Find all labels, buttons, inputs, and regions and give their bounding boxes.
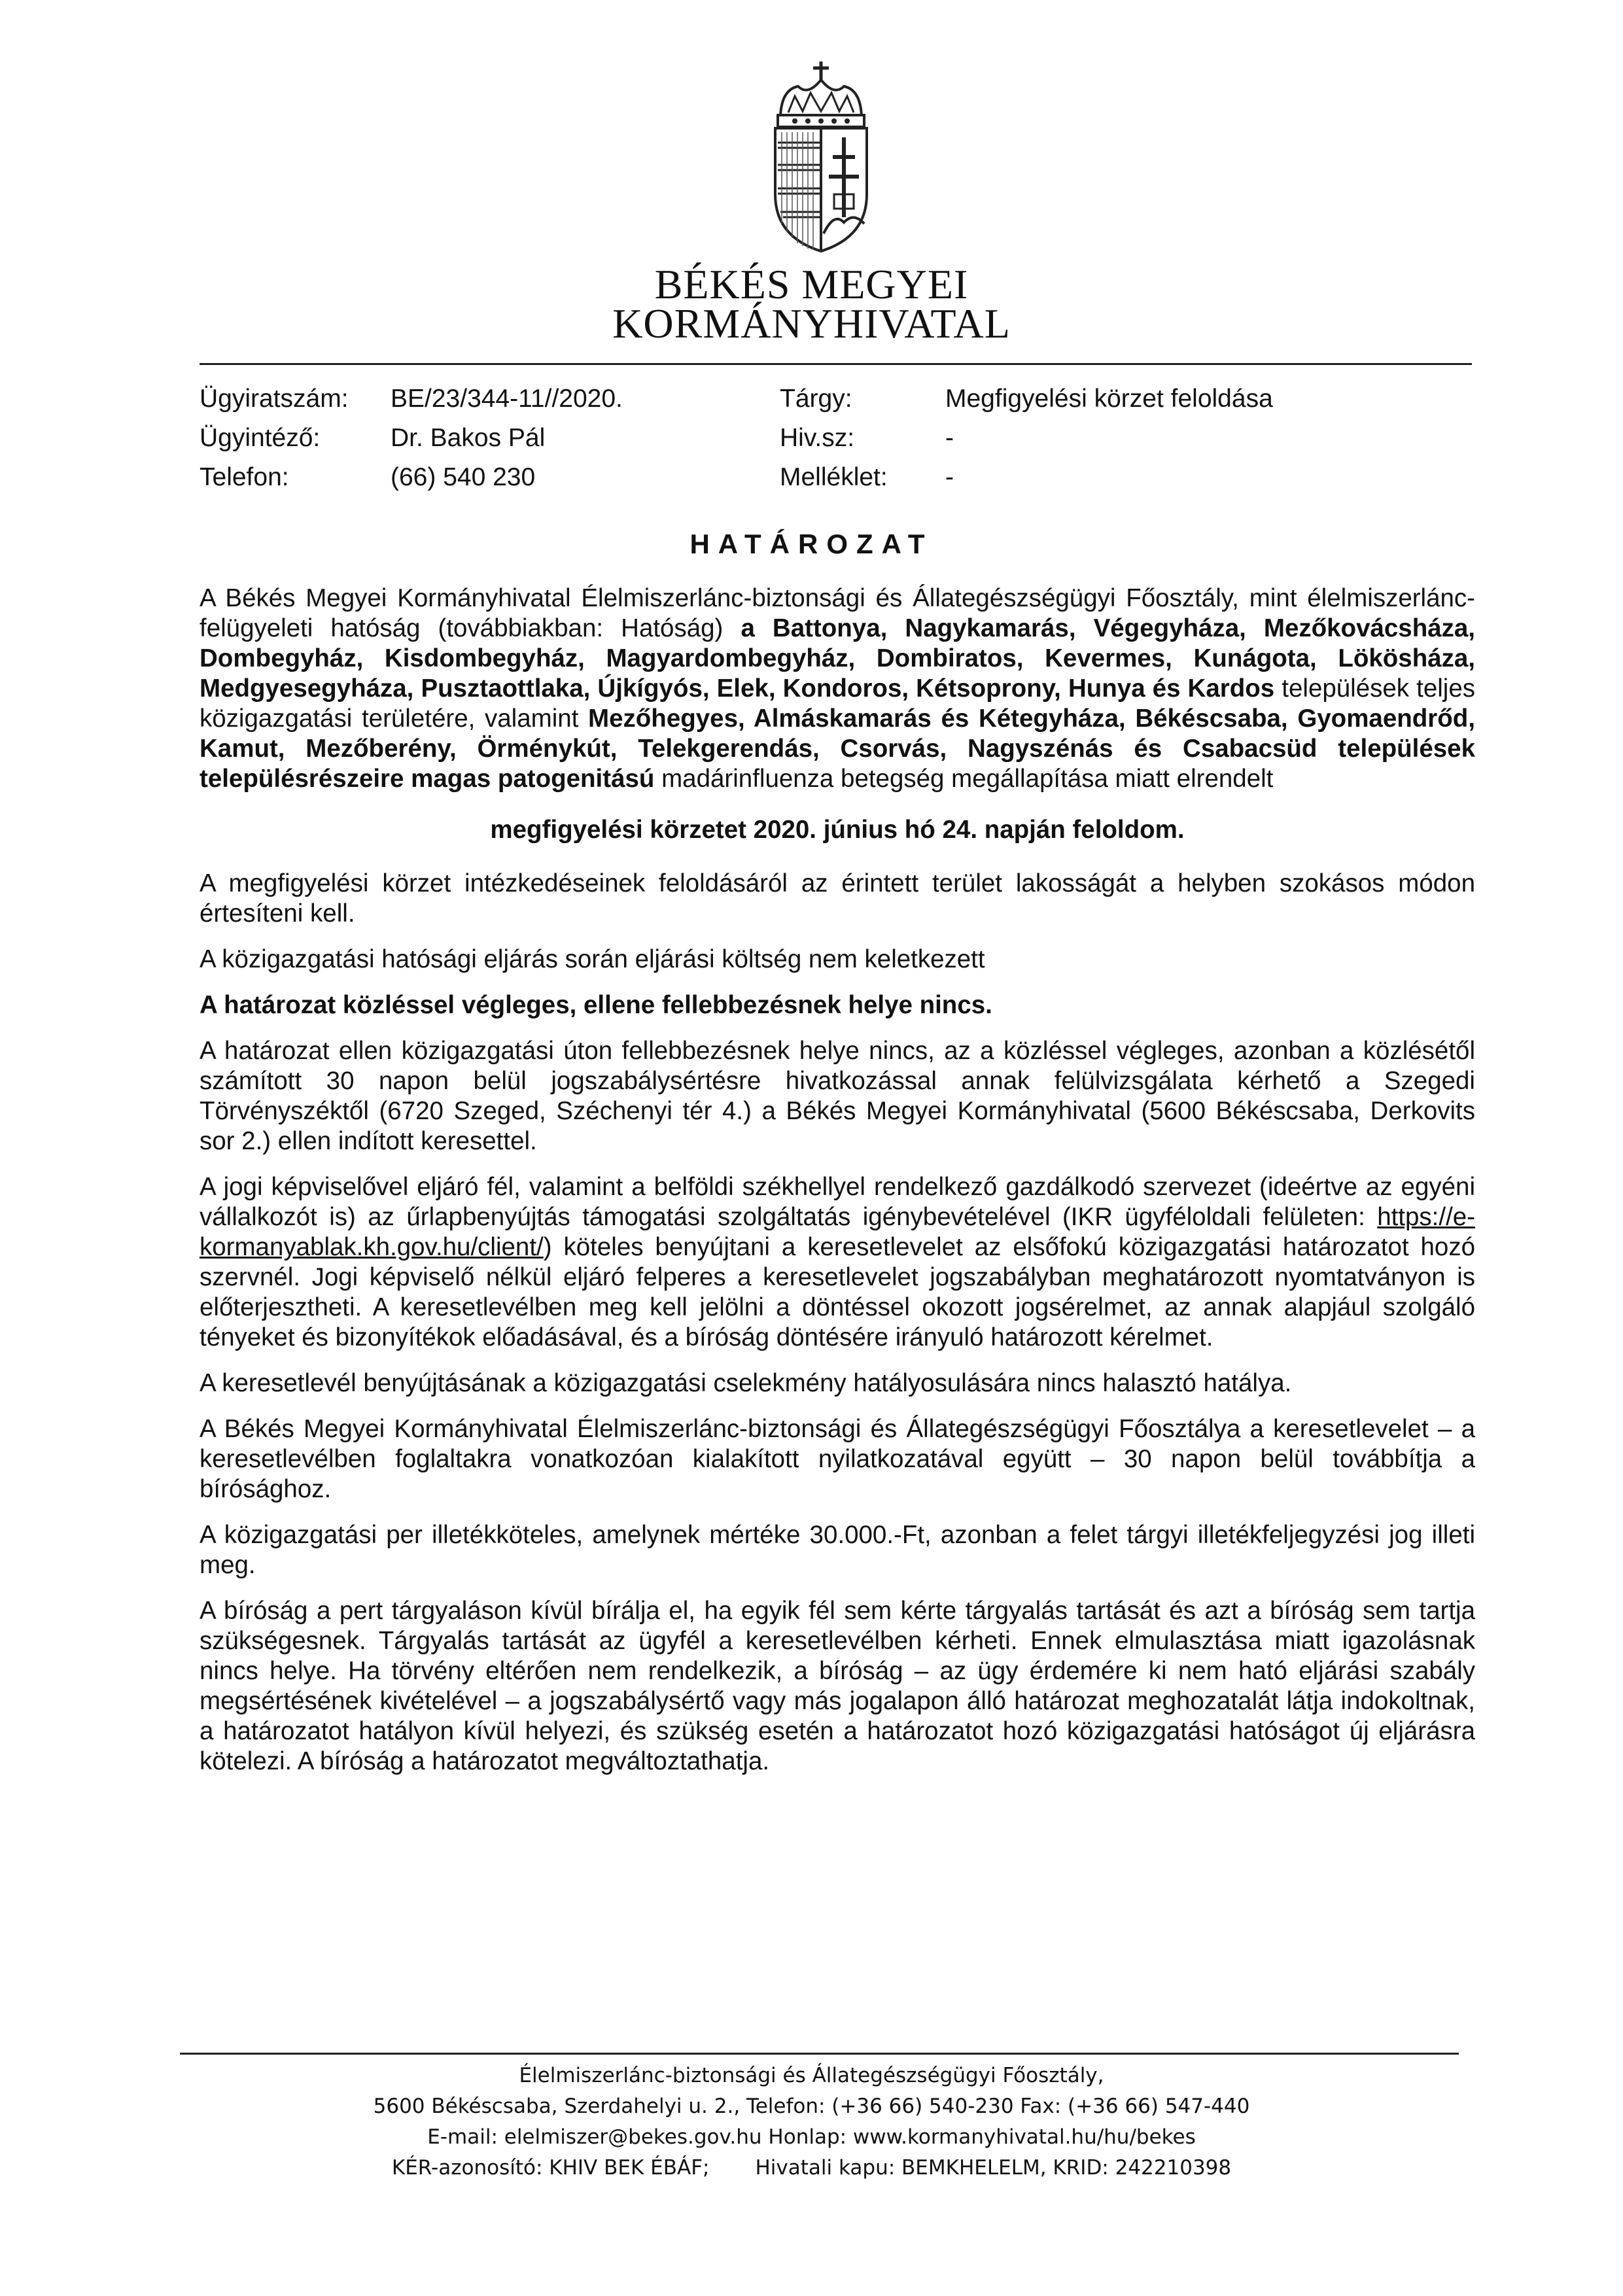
attachment-label: Melléklet:	[780, 463, 888, 491]
office-name-line2-text: KORMÁNYHIVATAL	[612, 300, 1011, 347]
case-meta-left	[200, 383, 788, 494]
phone-value: (66) 540 230	[391, 463, 536, 491]
appeal-paragraph: A határozat ellen közigazgatási úton fellebbezésnek helye nincs, az a közléssel végleges, azonban a közlésétől számított 30 napon belül jogszabálysértésre hivatkozással annak felülvizsgálata kérhető a Szegedi Törvényszéktől (6720 Szeged, Széchenyi tér 4.) a Békés Megyei Kormányhivatal (5600 Békéscsaba, Derkovits sor 2.) ellen indított keresettel.	[200, 1037, 1475, 1155]
submission-paragraph	[200, 1172, 1475, 1353]
intro-text-3: madárinfluenza betegség megállapítása miatt elrendelt	[654, 765, 1274, 793]
intro-settlements-partial: Mezőhegyes, Almáskamarás és Kétegyháza, Békéscsaba, Gyomaendrőd, Kamut, Mezőberény, Örménykút, Telekgerendás, Csorvás, Nagyszénás és Csabacsüd települések településrészeire magas patogenitású	[200, 704, 1475, 793]
notice-paragraph: A megfigyelési körzet intézkedéseinek feloldásáról az érintett terület lakosságát a helyben szokásos módon értesíteni kell.	[200, 869, 1475, 928]
ikr-portal-link[interactable]: https://e-kormanyablak.kh.gov.hu/client/	[200, 1203, 1475, 1261]
submission-text-2: ) köteles benyújtani a keresetlevelet az elsőfokú közigazgatási határozatot hozó szervnél. Jogi képviselő nélkül eljáró felperes a keresetlevelet jogszabályban meghatározott nyomtatványon is előterjesztheti. A keresetlevélben meg kell jelölni a döntéssel okozott jogsérelmet, az annak alapjául szolgáló tényeket és bizonyítékok előadásával, és a bíróság döntésére irányuló határozott kérelmet.	[200, 1233, 1475, 1351]
submission-text-1: A jogi képviselővel eljáró fél, valamint a belföldi székhellyel rendelkező gazdálkodó szervezet (ideértve az egyéni vállalkozót is) az űrlapbenyújtás támogatási szolgáltatás igénybevételével (IKR ügyféloldali felületen:	[200, 1173, 1475, 1231]
intro-paragraph	[200, 583, 1475, 794]
coat-of-arms-icon	[769, 60, 873, 256]
attachment-value: -	[945, 463, 954, 491]
document-title: HATÁROZAT	[689, 529, 934, 559]
case-meta-right	[780, 383, 1473, 494]
footer-department: Élelmiszerlánc-biztonsági és Állategészségügyi Főosztály,	[519, 2064, 1104, 2087]
fee-paragraph: A közigazgatási per illetékköteles, amelynek mértéke 30.000.-Ft, azonban a felet tárgyi illetékfeljegyzési jog illeti meg.	[200, 1521, 1475, 1579]
footer-office-gate: Hivatali kapu: BEMKHELELM, KRID: 242210398	[755, 2156, 1232, 2180]
intro-settlements-full: a Battonya, Nagykamarás, Végegyháza, Mezőkovácsháza, Dombegyház, Kisdombegyház, Magyardombegyház, Dombiratos, Kevermes, Kunágota, Lökösháza, Medgyesegyháza, Pusztaottlaka, Újkígyós, Elek, Kondoros, Kétsoprony, Hunya és Kardos	[200, 614, 1476, 703]
intro-text-1: A Békés Megyei Kormányhivatal Élelmiszerlánc-biztonsági és Állategészségügyi Főosztály, mint élelmiszerlánc-felügyeleti hatóság (továbbiakban: Hatóság)	[200, 584, 1475, 642]
document-body	[200, 583, 1475, 1792]
footer-ker-id: KÉR-azonosító: KHIV BEK ÉBÁF;	[391, 2156, 710, 2180]
finality-statement: A határozat közléssel végleges, ellene fellebbezésnek helye nincs.	[200, 991, 992, 1019]
handler-value: Dr. Bakos Pál	[391, 424, 546, 452]
header-divider	[200, 363, 1472, 365]
subject-value: Megfigyelési körzet feloldása	[945, 385, 1273, 413]
footer	[0, 2061, 1623, 2183]
cost-paragraph: A közigazgatási hatósági eljárás során eljárási költség nem keletkezett	[200, 945, 985, 973]
case-number-value: BE/23/344-11//2020.	[391, 385, 623, 413]
court-procedure-paragraph: A bíróság a pert tárgyaláson kívül bírálja el, ha egyik fél sem kérte tárgyalás tartását és azt a bíróság sem tartja szükségesnek. Tárgyalás tartását az ügyfél a keresetlevélben kérheti. Ennek elmulasztása miatt igazolásnak nincs helye. Ha törvény eltérően nem rendelkezik, a bíróság – az ügy érdemére ki nem ható eljárási szabály megsértésének kivételével – a jogszabálysértő vagy más jogalapon álló határozat meghozatalát látja indokoltnak, a határozatot hatályon kívül helyezi, és szükség esetén a határozatot hozó közigazgatási hatóságot új eljárásra kötelezi. A bíróság a határozatot megváltoztathatja.	[200, 1597, 1475, 1775]
forwarding-paragraph: A Békés Megyei Kormányhivatal Élelmiszerlánc-biztonsági és Állategészségügyi Főosztálya a keresetlevelet – a keresetlevélben foglaltakra vonatkozóan kialakított nyilatkozatával együtt – 30 napon belül továbbítja a bírósághoz.	[200, 1415, 1475, 1503]
decision-statement: megfigyelési körzetet 2020. június hó 24. napján feloldom.	[490, 816, 1185, 844]
intro-text-2: települések teljes közigazgatási területére, valamint	[200, 674, 1476, 733]
phone-label: Telefon:	[200, 463, 289, 491]
reference-label: Hiv.sz:	[780, 424, 855, 452]
footer-address: 5600 Békéscsaba, Szerdahelyi u. 2., Telefon: (+36 66) 540-230 Fax: (+36 66) 547-440	[373, 2095, 1250, 2118]
footer-identifiers	[392, 2153, 1231, 2183]
handler-label: Ügyintéző:	[200, 424, 321, 452]
suspension-paragraph: A keresetlevél benyújtásának a közigazgatási cselekmény hatályosulására nincs halasztó hatálya.	[200, 1369, 1292, 1397]
subject-label: Tárgy:	[780, 385, 852, 413]
reference-value: -	[945, 424, 954, 452]
footer-divider	[180, 2053, 1459, 2055]
office-name-line2	[0, 300, 1623, 348]
office-name-line1-text: BÉKÉS MEGYEI	[654, 261, 969, 307]
case-number-label: Ügyiratszám:	[200, 385, 349, 413]
footer-contact: E-mail: elelmiszer@bekes.gov.hu Honlap: www.kormanyhivatal.hu/hu/bekes	[427, 2125, 1196, 2149]
